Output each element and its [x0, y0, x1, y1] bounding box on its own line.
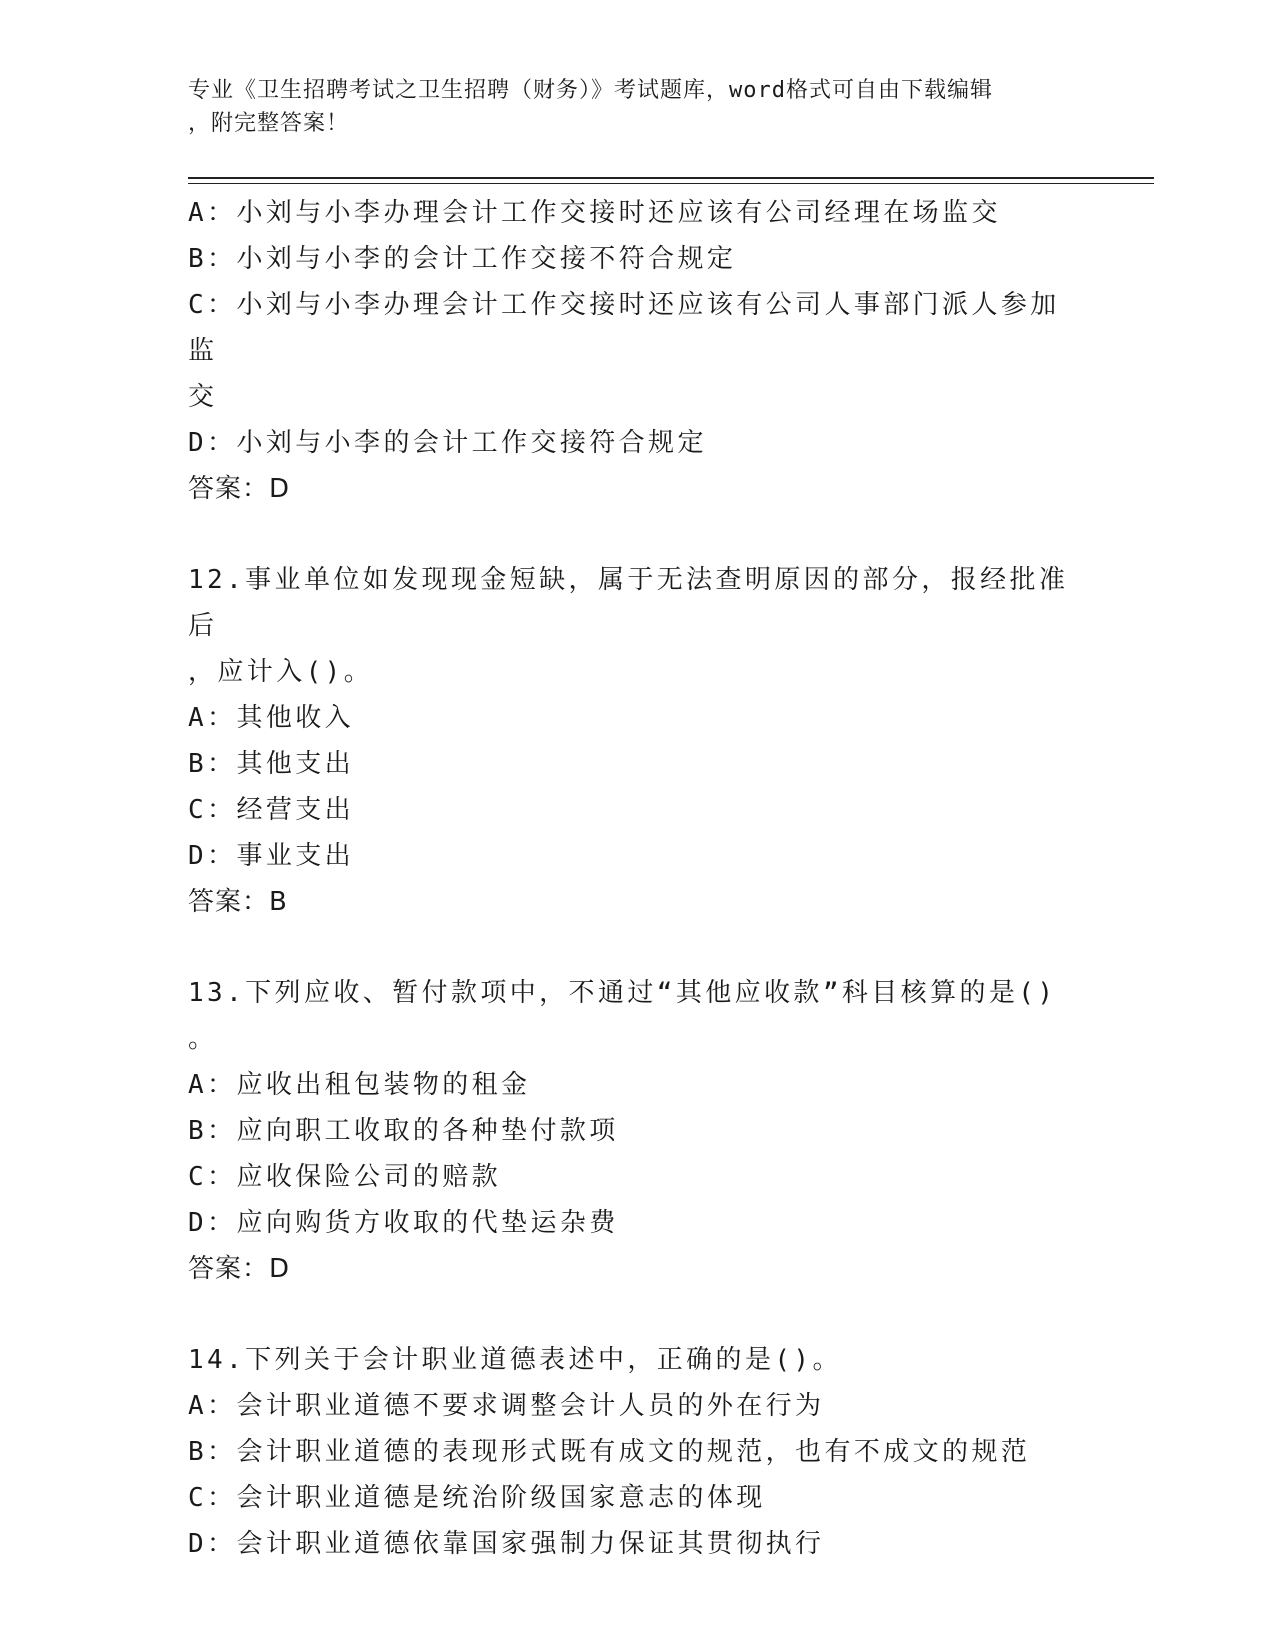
option-c: C：会计职业道德是统治阶级国家意志的体现 [188, 1483, 766, 1513]
spacer [188, 925, 1088, 970]
option-a: A：其他收入 [188, 703, 355, 733]
question-11 [188, 190, 1088, 512]
option-d: D：会计职业道德依靠国家强制力保证其贯彻执行 [188, 1529, 825, 1559]
option-b: B：小刘与小李的会计工作交接不符合规定 [188, 244, 737, 274]
option-a: A：应收出租包装物的租金 [188, 1070, 531, 1100]
option-d: D：事业支出 [188, 841, 355, 871]
option-b: B：会计职业道德的表现形式既有成文的规范，也有不成文的规范 [188, 1437, 1031, 1467]
question-list [188, 190, 1088, 1567]
header-line-2: ，附完整答案！ [188, 111, 350, 136]
document-header [188, 74, 1068, 140]
answer: 答案：B [188, 887, 288, 917]
header-divider-thin [188, 183, 1154, 184]
option-b: B：其他支出 [188, 749, 355, 779]
option-c: C：经营支出 [188, 795, 355, 825]
question-stem: 13.下列应收、暂付款项中，不通过“其他应收款”科目核算的是() [188, 978, 1057, 1008]
option-b: B：应向职工收取的各种垫付款项 [188, 1116, 619, 1146]
spacer [188, 512, 1088, 557]
question-stem: 14.下列关于会计职业道德表述中，正确的是()。 [188, 1345, 842, 1375]
answer: 答案：D [188, 1254, 291, 1284]
option-d: D：应向购货方收取的代垫运杂费 [188, 1208, 619, 1238]
question-stem-continued: 。 [188, 1024, 218, 1054]
option-a: A：小刘与小李办理会计工作交接时还应该有公司经理在场监交 [188, 198, 1001, 228]
spacer [188, 1292, 1088, 1337]
option-c: C：小刘与小李办理会计工作交接时还应该有公司人事部门派人参加监 [188, 290, 1060, 366]
header-line-1: 专业《卫生招聘考试之卫生招聘（财务）》考试题库，word格式可自由下载编辑 [188, 78, 993, 103]
option-c-continued: 交 [188, 382, 218, 412]
question-13 [188, 970, 1088, 1292]
option-c: C：应收保险公司的赔款 [188, 1162, 502, 1192]
option-d: D：小刘与小李的会计工作交接符合规定 [188, 428, 707, 458]
question-12 [188, 557, 1088, 925]
question-stem-continued: ，应计入()。 [188, 657, 374, 687]
option-a: A：会计职业道德不要求调整会计人员的外在行为 [188, 1391, 825, 1421]
question-stem: 12.事业单位如发现现金短缺，属于无法查明原因的部分，报经批准后 [188, 565, 1069, 641]
header-divider-thick [188, 177, 1154, 179]
answer: 答案：D [188, 474, 291, 504]
question-14 [188, 1337, 1088, 1567]
